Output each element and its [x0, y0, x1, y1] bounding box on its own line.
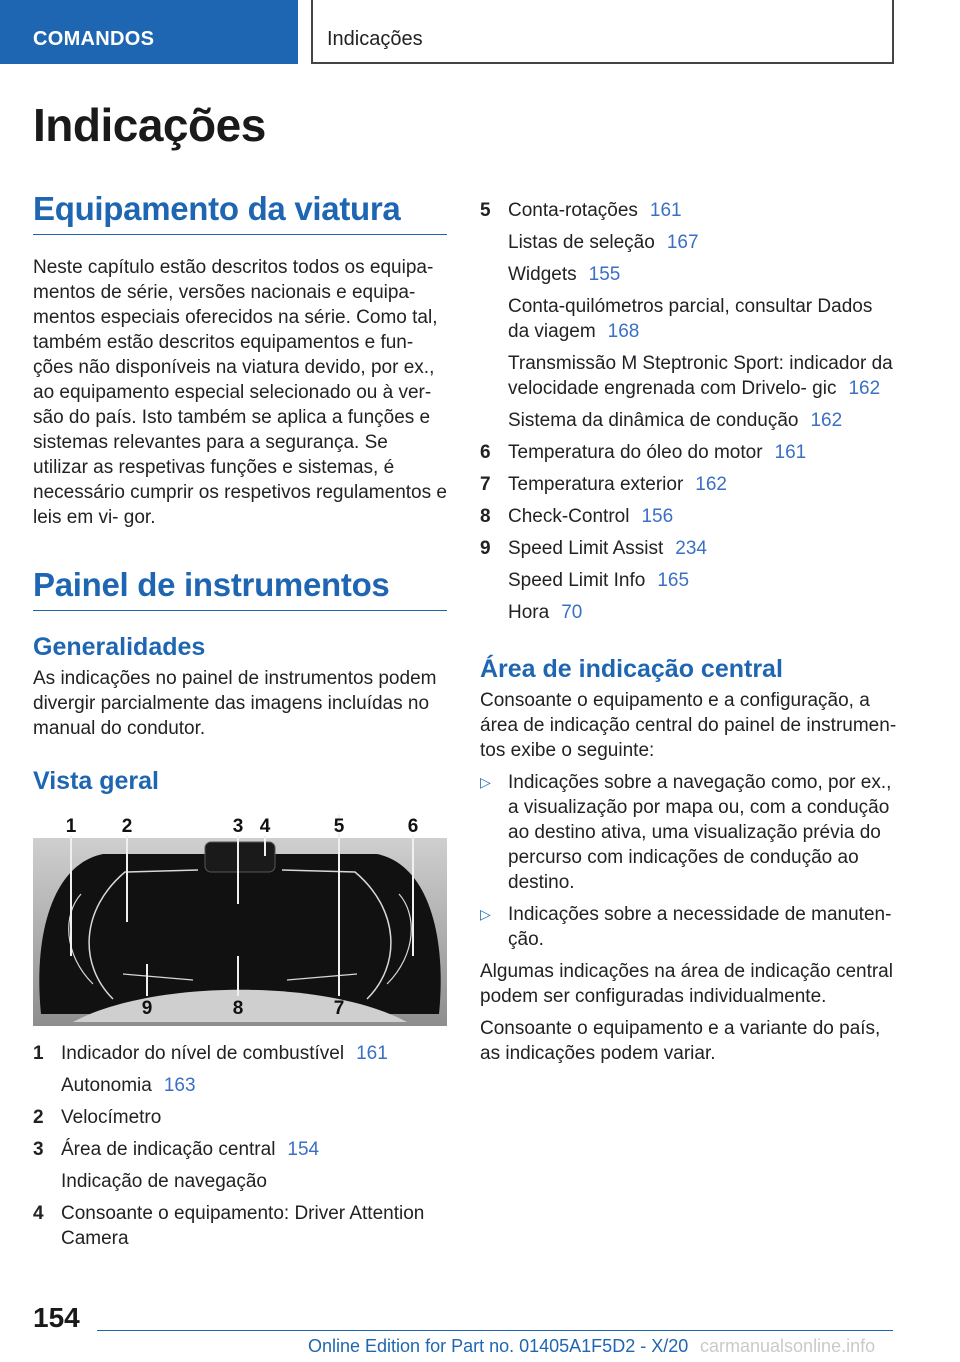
legend-text: Temperatura do óleo do motor	[508, 442, 763, 463]
legend-number: 5	[480, 200, 491, 221]
legend-text: Consoante o equipamento: Driver Attention Camera	[61, 1203, 425, 1249]
general-text: As indicações no painel de instrumentos podem divergir parcialmente das imagens incluídas no manual do condutor.	[33, 668, 437, 739]
central-heading: Área de indicação central	[480, 655, 783, 683]
legend-item-8	[480, 504, 898, 529]
callout-4: 4	[259, 816, 271, 837]
legend-text: Conta-quilómetros parcial, consultar Dados da viagem	[508, 296, 873, 342]
legend-item-5	[480, 230, 898, 255]
legend-number: 1	[33, 1043, 44, 1064]
watermark: carmanualsonline.info	[700, 1336, 876, 1356]
legend-item-5	[480, 351, 898, 401]
central-para-2: Consoante o equipamento e a variante do país, as indicações podem variar.	[480, 1018, 881, 1064]
page-reference-link[interactable]: 165	[657, 570, 690, 591]
legend-number: 4	[33, 1203, 44, 1224]
instrument-cluster-diagram	[33, 814, 447, 1026]
legend-list-right	[480, 198, 898, 625]
legend-item-2	[33, 1105, 447, 1130]
panel-heading: Painel de instrumentos	[33, 566, 447, 611]
legend-number: 7	[480, 474, 491, 495]
legend-item-5	[480, 198, 898, 223]
legend-item-6	[480, 440, 898, 465]
legend-text: Sistema da dinâmica de condução	[508, 410, 799, 431]
legend-item-9	[480, 600, 898, 625]
page-reference-link[interactable]: 161	[774, 442, 807, 463]
page-reference-link[interactable]: 156	[641, 506, 674, 527]
legend-list-left	[33, 1041, 447, 1251]
triangle-bullet-icon: ▷	[480, 906, 491, 922]
page-reference-link[interactable]: 155	[588, 264, 621, 285]
page-reference-link[interactable]: 162	[848, 378, 881, 399]
callout-3: 3	[232, 816, 244, 837]
callout-1: 1	[65, 816, 77, 837]
page-title: Indicações	[33, 99, 266, 151]
legend-number: 8	[480, 506, 491, 527]
legend-text: Listas de seleção	[508, 232, 655, 253]
bullet-text: Indicações sobre a necessidade de manuten- ção.	[508, 904, 892, 950]
general-heading: Generalidades	[33, 633, 206, 661]
callout-2: 2	[121, 816, 133, 837]
callout-6: 6	[407, 816, 419, 837]
chapter-label: Indicações	[327, 28, 423, 50]
callout-7: 7	[333, 998, 345, 1019]
right-column	[480, 198, 898, 1066]
legend-text: Transmissão M Steptronic Sport: indicador da velocidade engrenada com Drivelo- gic	[508, 353, 893, 399]
central-intro: Consoante o equipamento e a configuração, a área de indicação central do painel de instrumen- tos exibe o seguinte:	[480, 690, 897, 761]
page-reference-link[interactable]: 70	[561, 602, 583, 623]
callout-8: 8	[232, 998, 244, 1019]
overview-heading: Vista geral	[33, 767, 160, 795]
triangle-bullet-icon: ▷	[480, 774, 491, 790]
legend-item-4	[33, 1201, 447, 1251]
page-reference-link[interactable]: 161	[356, 1043, 388, 1064]
legend-item-3	[33, 1169, 447, 1194]
legend-number: 2	[33, 1107, 44, 1128]
legend-item-9	[480, 536, 898, 561]
legend-text: Indicação de navegação	[61, 1171, 267, 1192]
legend-text: Speed Limit Info	[508, 570, 646, 591]
legend-text: Temperatura exterior	[508, 474, 684, 495]
legend-text: Widgets	[508, 264, 577, 285]
section-label: COMANDOS	[33, 28, 155, 50]
page-reference-link[interactable]: 154	[287, 1139, 320, 1160]
page-reference-link[interactable]: 162	[810, 410, 843, 431]
legend-text: Indicador do nível de combustível	[61, 1043, 345, 1064]
section-tab	[0, 0, 298, 64]
page-reference-link[interactable]: 234	[675, 538, 707, 559]
legend-text: Área de indicação central	[61, 1139, 276, 1160]
legend-item-1	[33, 1073, 447, 1098]
chapter-header	[311, 0, 894, 64]
legend-item-5	[480, 408, 898, 433]
legend-number: 9	[480, 538, 491, 559]
legend-number: 6	[480, 442, 491, 463]
callout-9: 9	[141, 998, 153, 1019]
legend-item-1	[33, 1041, 447, 1066]
equipment-heading: Equipamento da viatura	[33, 190, 447, 235]
footer-divider	[97, 1330, 893, 1331]
bullet-item	[480, 770, 898, 895]
legend-text: Autonomia	[61, 1075, 152, 1096]
legend-item-5	[480, 262, 898, 287]
central-para-1: Algumas indicações na área de indicação central podem ser configuradas individualmente.	[480, 961, 893, 1007]
page-reference-link[interactable]: 167	[666, 232, 699, 253]
equipment-text: Neste capítulo estão descritos todos os equipa- mentos de série, versões nacionais e equipa- mentos especiais oferecidos na série. Como tal, também estão descritos equipamentos e fun- ções não disponíveis na viatura devido, por ex., ao equipamento especial selecionado ou à ver- são do país. Isto também se aplica a funções e sistemas relevantes para a segurança. Se utilizar as respetivas funções e sistemas, é necessário cumprir os respetivos regulamentos e leis em vi- gor.	[33, 257, 447, 528]
legend-text: Velocímetro	[61, 1107, 162, 1128]
edition-link[interactable]: Online Edition for Part no. 01405A1F5D2 - X/20	[308, 1336, 689, 1356]
legend-text: Speed Limit Assist	[508, 538, 664, 559]
page-reference-link[interactable]: 162	[695, 474, 727, 495]
legend-item-7	[480, 472, 898, 497]
legend-text: Conta-rotações	[508, 200, 638, 221]
legend-text: Check-Control	[508, 506, 630, 527]
page-reference-link[interactable]: 168	[607, 321, 640, 342]
bullet-item	[480, 902, 898, 952]
page-reference-link[interactable]: 163	[163, 1075, 196, 1096]
legend-item-5	[480, 294, 898, 344]
page-reference-link[interactable]: 161	[649, 200, 682, 221]
page-number: 154	[33, 1302, 80, 1333]
bullet-text: Indicações sobre a navegação como, por ex., a visualização por mapa ou, com a condução ao destino ativa, uma visualização prévia do percurso com indicações de condução ao destino.	[508, 772, 892, 893]
left-column	[33, 190, 447, 1258]
callout-5: 5	[333, 816, 345, 837]
legend-item-9	[480, 568, 898, 593]
legend-item-3	[33, 1137, 447, 1162]
legend-text: Hora	[508, 602, 550, 623]
legend-number: 3	[33, 1139, 44, 1160]
